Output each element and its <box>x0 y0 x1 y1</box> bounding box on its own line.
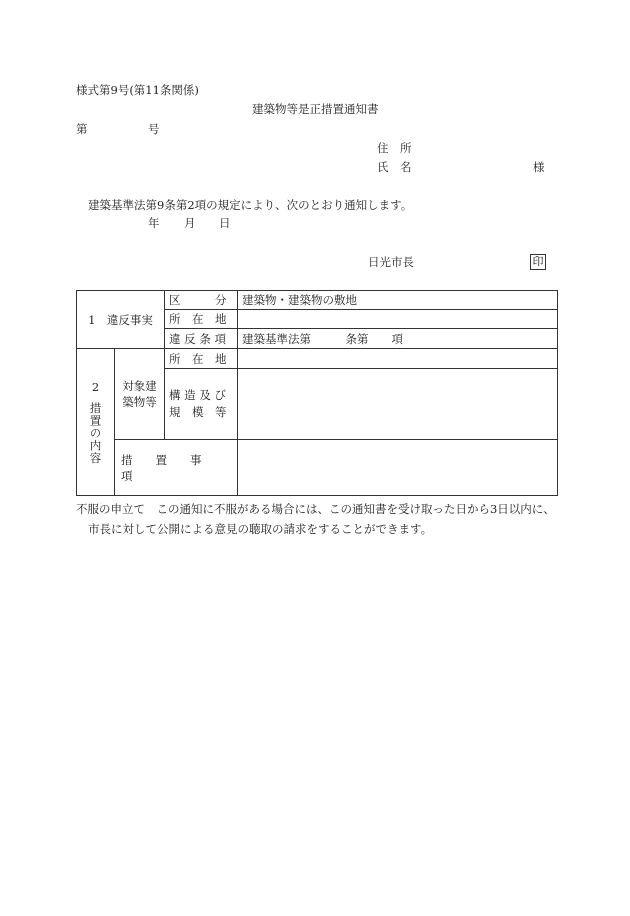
date-day: 日 <box>219 216 231 230</box>
date-year: 年 <box>148 216 160 230</box>
name-label: 氏 名 <box>377 160 412 174</box>
seal-box: 印 <box>530 254 546 270</box>
number-suffix: 号 <box>148 122 160 136</box>
date-month: 月 <box>184 216 196 230</box>
section2-title: 措置の内容 <box>88 401 103 465</box>
objection-line1: 不服の申立て この通知に不服がある場合には、この通知書を受け取った日から3日以内に、 <box>76 502 555 516</box>
structure-label-line2: 規 模 等 <box>169 405 227 419</box>
honorific: 様 <box>533 160 545 174</box>
measures-label: 措 置 事 項 <box>115 440 238 496</box>
objection-line2: 市長に対して公開による意見の聴取の請求をすることができます。 <box>88 522 433 536</box>
target-location-label: 所 在 地 <box>165 349 238 369</box>
target-label-line1: 対象建 <box>122 379 157 393</box>
target-location-value <box>238 349 558 369</box>
table-row <box>77 349 558 369</box>
form-label: 様式第9号(第11条関係) <box>76 83 199 97</box>
section1-label: 1 違反事実 <box>77 291 165 349</box>
location-label: 所 在 地 <box>165 310 238 329</box>
structure-label-line1: 構 造 及 び <box>169 388 226 402</box>
category-label <box>165 291 238 310</box>
category-label-text: 区 分 <box>169 293 227 307</box>
violation-clause-label: 違 反 条 項 <box>165 329 238 349</box>
structure-label <box>165 369 238 440</box>
measures-value <box>238 440 558 496</box>
document-title: 建築物等是正措置通知書 <box>252 102 379 116</box>
table-row <box>77 440 558 496</box>
section2-number: 2 <box>91 379 100 394</box>
violation-clause-value: 建築基準法第 条第 項 <box>238 329 558 349</box>
structure-value <box>238 369 558 440</box>
location-value <box>238 310 558 329</box>
address-label: 住 所 <box>377 141 412 155</box>
issuer: 日光市長 <box>368 255 414 269</box>
target-label <box>115 349 165 440</box>
seal <box>530 254 546 270</box>
number-prefix: 第 <box>76 122 88 136</box>
violation-table <box>76 290 558 496</box>
section2-label <box>77 349 115 496</box>
body-text: 建築基準法第9条第2項の規定により、次のとおり通知します。 <box>88 198 413 212</box>
target-label-line2: 築物等 <box>122 395 157 409</box>
category-value: 建築物・建築物の敷地 <box>238 291 558 310</box>
table-row <box>77 291 558 310</box>
